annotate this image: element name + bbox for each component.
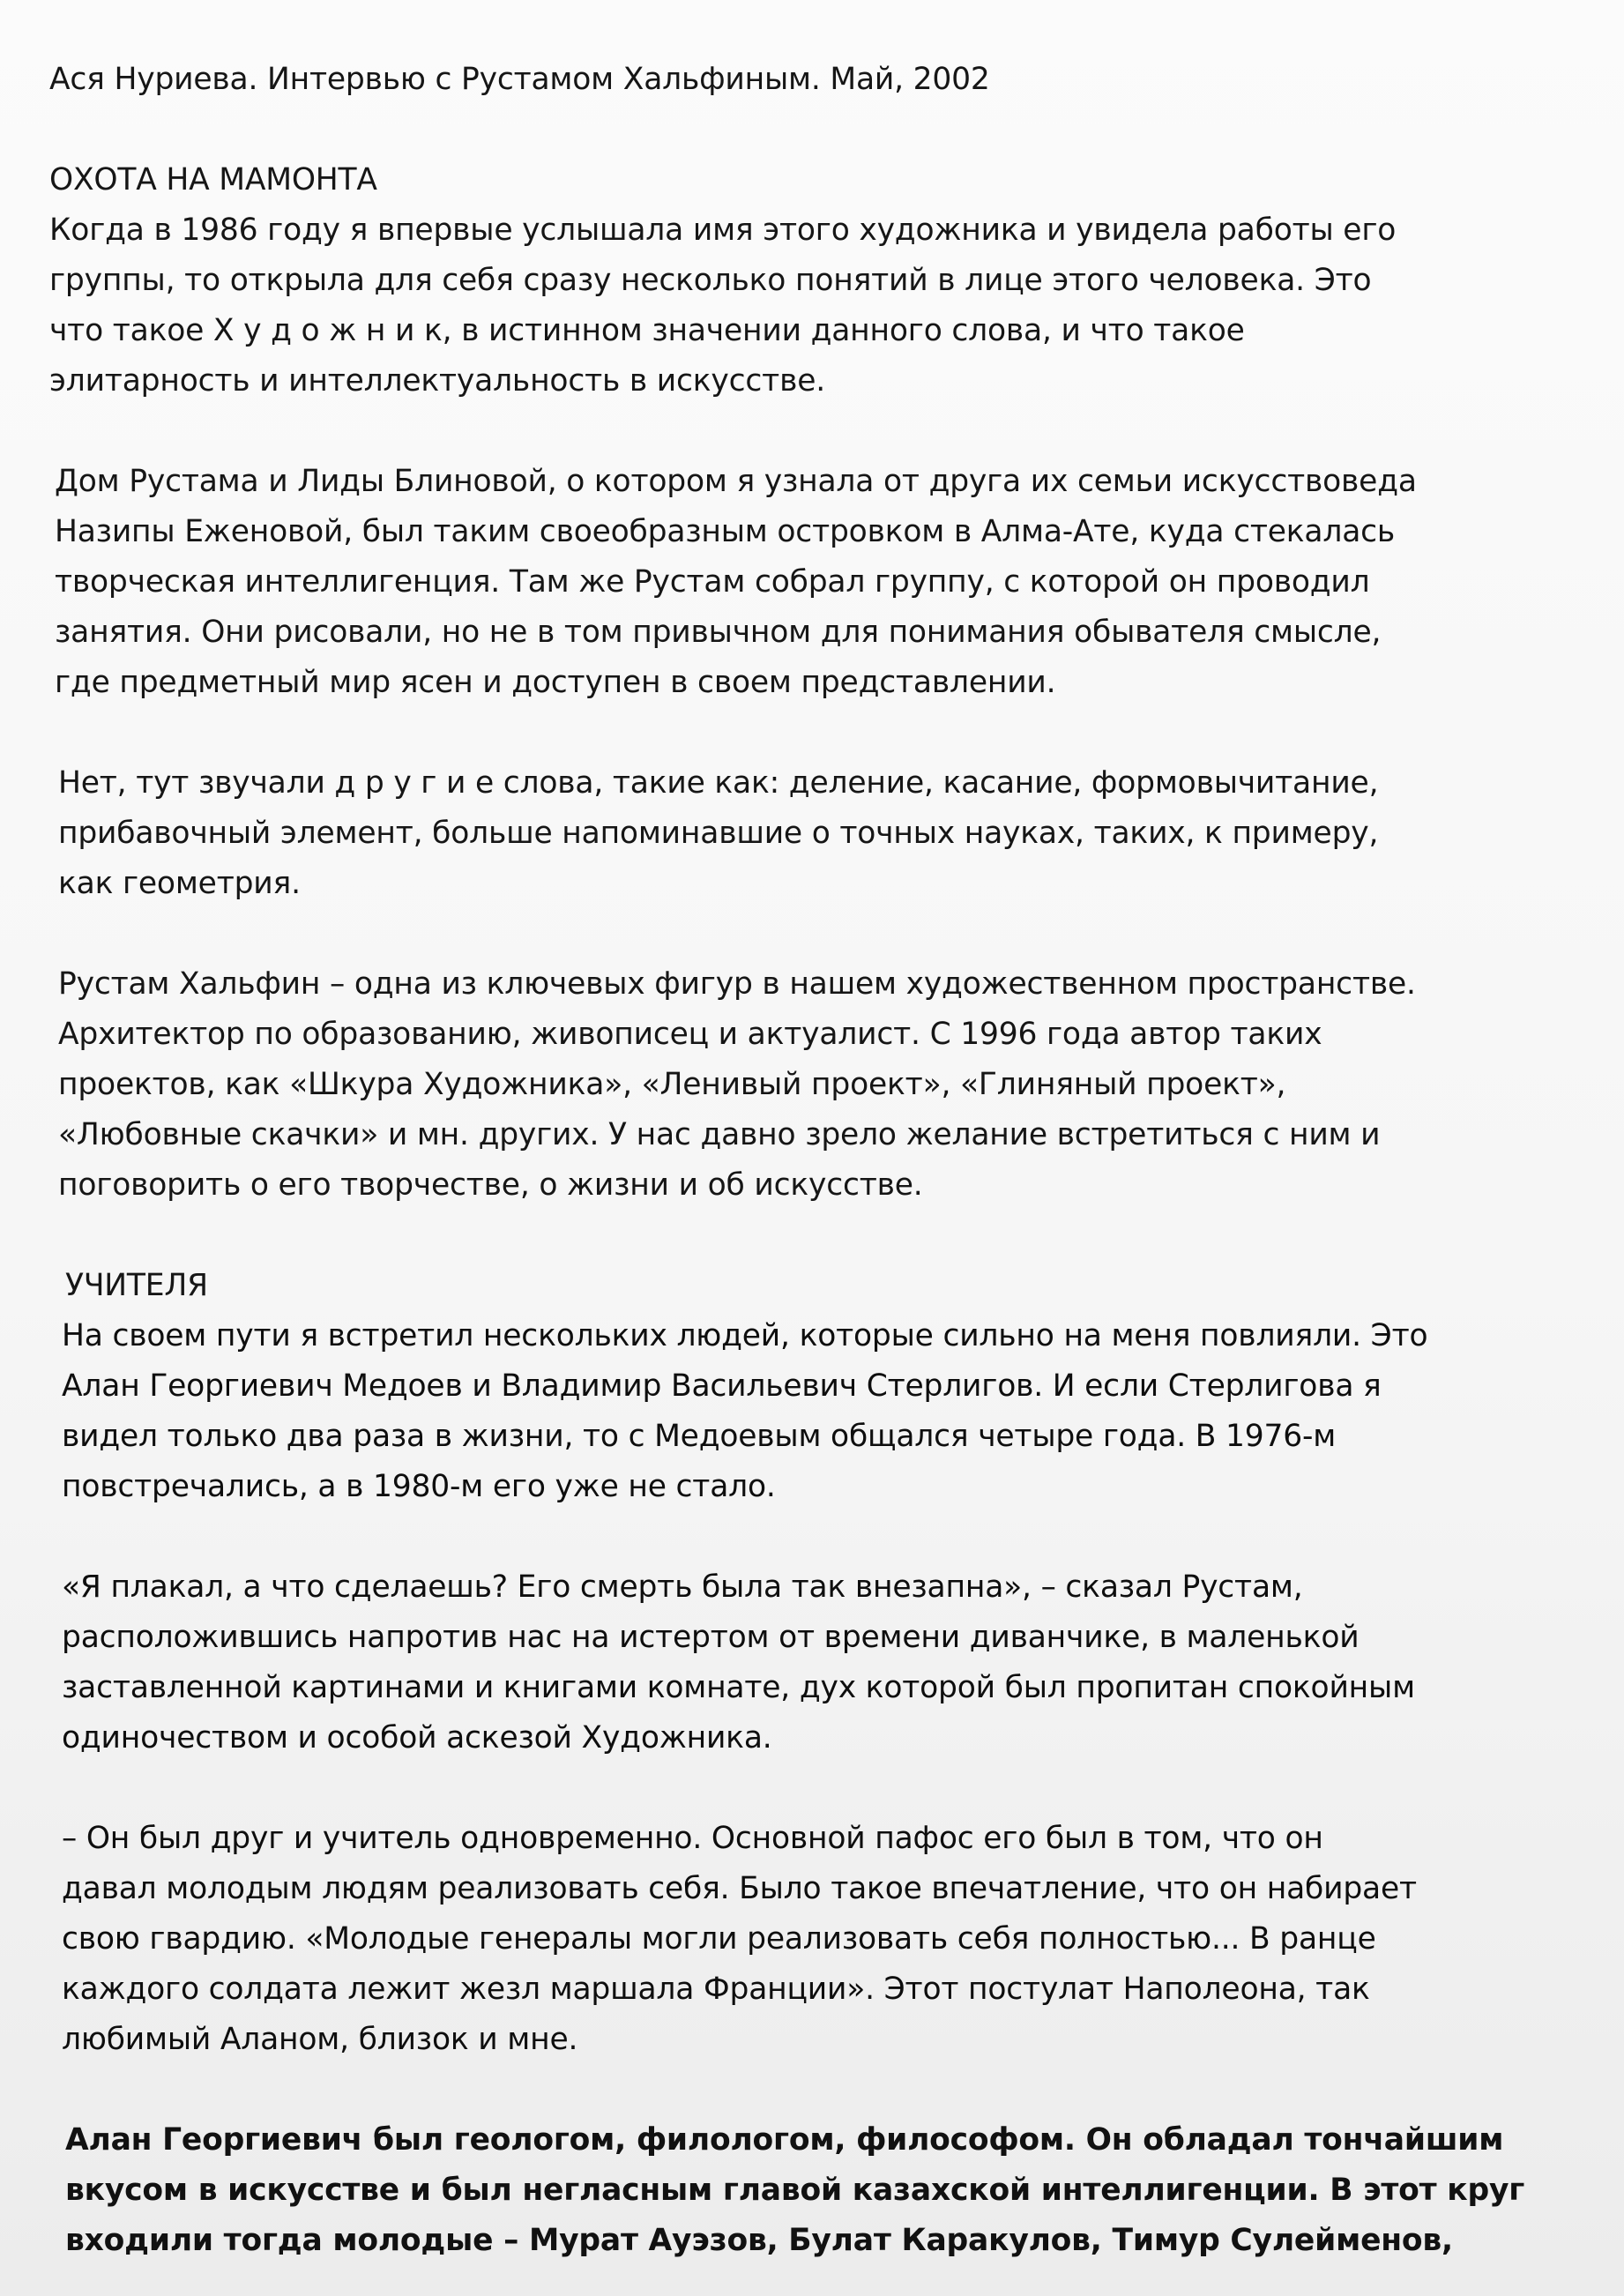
paragraph-line: где предметный мир ясен и доступен в своем представлении. xyxy=(55,665,1056,700)
paragraph-line: Алан Георгиевич был геологом, филологом, философом. Он обладал тончайшим xyxy=(65,2122,1504,2158)
document-header: Ася Нуриева. Интервью с Рустамом Хальфиным. Май, 2002 xyxy=(49,62,990,97)
paragraph-line: давал молодым людям реализовать себя. Было такое впечатление, что он набирает xyxy=(62,1871,1417,1906)
paragraph-line: «Я плакал, а что сделаешь? Его смерть была так внезапна», – сказал Рустам, xyxy=(62,1569,1303,1605)
paragraph-line: группы, то открыла для себя сразу несколько понятий в лице этого человека. Это xyxy=(49,263,1372,298)
paragraph-line: элитарность и интеллектуальность в искусстве. xyxy=(49,363,825,399)
paragraph-line: прибавочный элемент, больше напоминавшие о точных науках, таких, к примеру, xyxy=(58,816,1379,851)
paragraph-line: что такое Х у д о ж н и к, в истинном значении данного слова, и что такое xyxy=(49,313,1245,348)
paragraph-line: вкусом в искусстве и был негласным главой казахской интеллигенции. В этот круг xyxy=(65,2173,1525,2208)
paragraph-line: повстречались, а в 1980-м его уже не стало. xyxy=(62,1469,776,1504)
paragraph-line: Нет, тут звучали д р у г и е слова, такие как: деление, касание, формовычитание, xyxy=(58,765,1379,801)
paragraph-4 xyxy=(49,959,1571,1211)
paragraph-7 xyxy=(49,1814,1571,2065)
paragraph-line: расположившись напротив нас на истертом от времени диванчике, в маленькой xyxy=(62,1620,1360,1655)
paragraph-line: свою гвардию. «Молодые генералы могли реализовать себя полностью... В ранце xyxy=(62,1921,1376,1957)
paragraph-line: «Любовные скачки» и мн. других. У нас давно зрело желание встретиться с ним и xyxy=(58,1117,1381,1152)
paragraph-1 xyxy=(49,205,1571,406)
paragraph-line: – Он был друг и учитель одновременно. Основной пафос его был в том, что он xyxy=(62,1821,1323,1856)
paragraph-line: Архитектор по образованию, живописец и актуалист. С 1996 года автор таких xyxy=(58,1017,1322,1052)
paragraph-line: одиночеством и особой аскезой Художника. xyxy=(62,1720,772,1756)
paragraph-line: Рустам Хальфин – одна из ключевых фигур в нашем художественном пространстве. xyxy=(58,966,1416,1002)
section-title-mammoth-hunt: ОХОТА НА МАМОНТА xyxy=(49,162,377,198)
paragraph-line: видел только два раза в жизни, то с Медоевым общался четыре года. В 1976-м xyxy=(62,1419,1337,1454)
paragraph-line: заставленной картинами и книгами комнате, дух которой был пропитан спокойным xyxy=(62,1670,1415,1705)
paragraph-2 xyxy=(49,457,1571,708)
paragraph-line: На своем пути я встретил нескольких людей, которые сильно на меня повлияли. Это xyxy=(62,1318,1428,1353)
paragraph-line: как геометрия. xyxy=(58,866,301,901)
paragraph-line: занятия. Они рисовали, но не в том привычном для понимания обывателя смысле, xyxy=(55,615,1382,650)
paragraph-line: творческая интеллигенция. Там же Рустам собрал группу, с которой он проводил xyxy=(55,564,1370,600)
paragraph-line: каждого солдата лежит жезл маршала Франции». Этот постулат Наполеона, так xyxy=(62,1972,1370,2007)
paragraph-line: Назипы Еженовой, был таким своеобразным островком в Алма-Ате, куда стекалась xyxy=(55,514,1396,549)
paragraph-line: Когда в 1986 году я впервые услышала имя этого художника и увидела работы его xyxy=(49,212,1397,248)
paragraph-line: входили тогда молодые – Мурат Ауэзов, Булат Каракулов, Тимур Сулейменов, xyxy=(65,2223,1453,2258)
paragraph-3 xyxy=(49,758,1571,909)
paragraph-6 xyxy=(49,1562,1571,1763)
paragraph-line: любимый Аланом, близок и мне. xyxy=(62,2022,578,2057)
paragraph-line: Алан Георгиевич Медоев и Владимир Васильевич Стерлигов. И если Стерлигова я xyxy=(62,1368,1382,1404)
paragraph-line: Дом Рустама и Лиды Блиновой, о котором я узнала от друга их семьи искусствоведа xyxy=(55,464,1417,499)
paragraph-line: поговорить о его творчестве, о жизни и об искусстве. xyxy=(58,1167,923,1203)
paragraph-8 xyxy=(49,2115,1571,2266)
paragraph-5 xyxy=(49,1311,1571,1512)
section-title-teachers: УЧИТЕЛЯ xyxy=(65,1268,208,1303)
paragraph-line: проектов, как «Шкура Художника», «Ленивый проект», «Глиняный проект», xyxy=(58,1067,1286,1102)
